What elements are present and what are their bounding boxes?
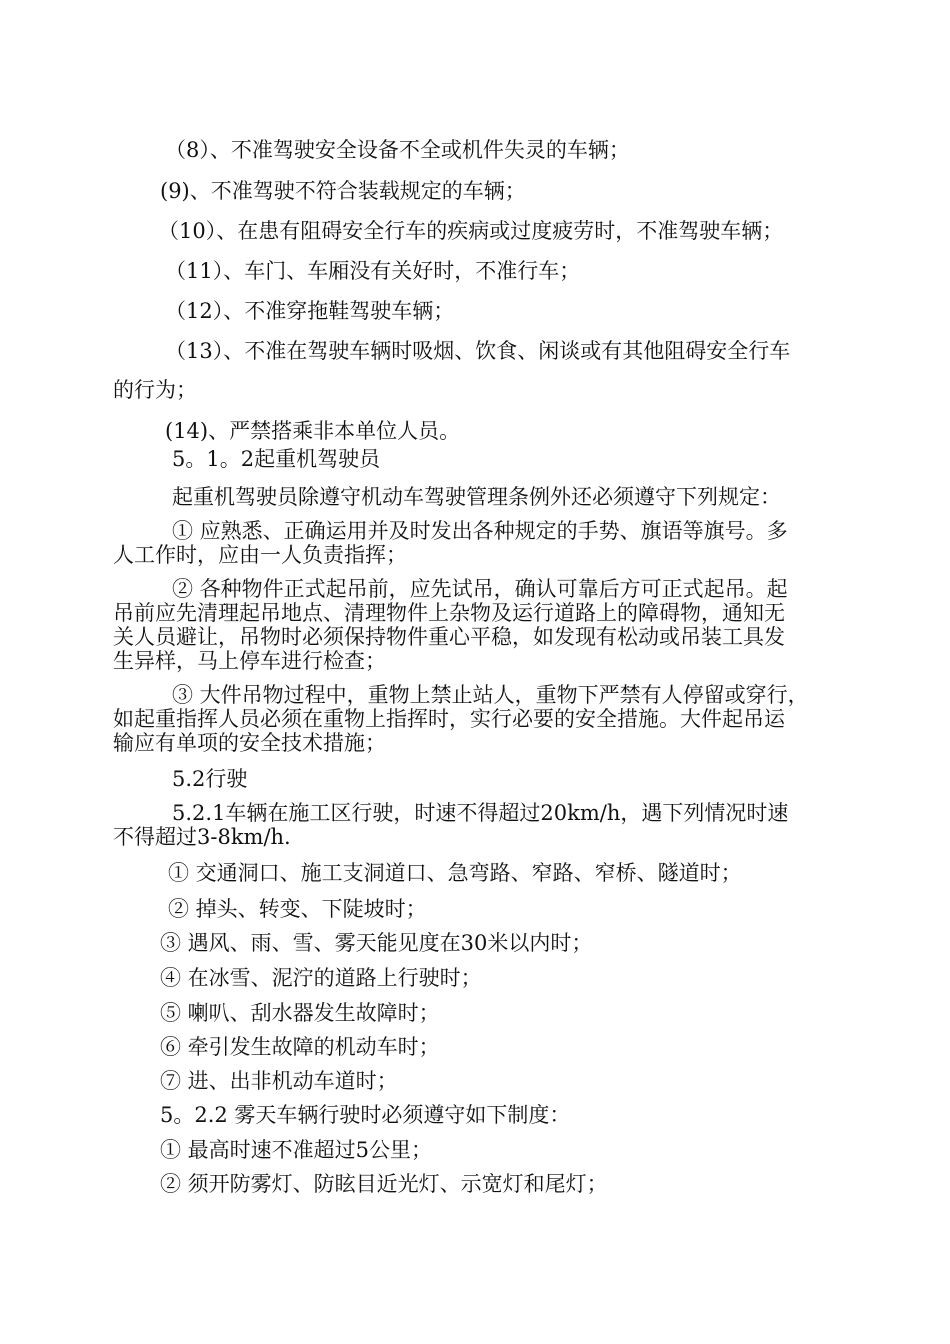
text-line: 输应有单项的安全技术措施； [113,731,386,755]
text-line: 人工作时，应由一人负责指挥； [113,543,407,567]
text-line: ④ 在冰雪、泥泞的道路上行驶时； [160,966,482,990]
text-line: （11）、车门、车厢没有关好时，不准行车； [165,259,581,283]
text-line: ⑥ 牵引发生故障的机动车时； [160,1035,440,1059]
text-line: ③ 大件吊物过程中，重物上禁止站人，重物下严禁有人停留或穿行， [172,683,809,707]
section-heading: 5.2行驶 [172,767,248,791]
text-line: ⑦ 进、出非机动车道时； [160,1069,398,1093]
text-line: 生异样，马上停车进行检查； [113,649,386,673]
text-line: 5.2.1车辆在施工区行驶，时速不得超过20km/h，遇下列情况时速 [172,801,789,825]
text-line: ⑤ 喇叭、刮水器发生故障时； [160,1001,440,1025]
text-line: （8）、不准驾驶安全设备不全或机件失灵的车辆； [165,138,630,162]
text-line: ① 应熟悉、正确运用并及时发出各种规定的手势、旗语等旗号。多 [172,519,788,543]
text-line: 不得超过3-8km/h. [113,825,291,849]
text-line: 关人员避让，吊物时必须保持物件重心平稳，如发现有松动或吊装工具发 [113,625,785,649]
text-line: （13）、不准在驾驶车辆时吸烟、饮食、闲谈或有其他阻碍安全行车 [165,339,791,363]
text-line: ② 各种物件正式起吊前，应先试吊，确认可靠后方可正式起吊。起 [172,577,788,601]
text-line: 吊前应先清理起吊地点、清理物件上杂物及运行道路上的障碍物，通知无 [113,601,785,625]
text-line: ① 交通洞口、施工支洞道口、急弯路、窄路、窄桥、隧道时； [168,861,742,885]
text-line: ② 掉头、转变、下陡坡时； [168,897,427,921]
text-line: (14)、严禁搭乘非本单位人员。 [165,419,461,443]
text-line: （12）、不准穿拖鞋驾驶车辆； [165,299,455,323]
section-heading: 5。2.2 雾天车辆行驶时必须遵守如下制度： [160,1103,571,1127]
text-line: ② 须开防雾灯、防眩目近光灯、示宽灯和尾灯； [160,1172,608,1196]
text-line: 如起重指挥人员必须在重物上指挥时，实行必要的安全措施。大件起吊运 [113,707,785,731]
section-heading: 5。1。2起重机驾驶员 [172,447,381,471]
text-line: (9)、不准驾驶不符合装载规定的车辆； [160,179,526,203]
text-line: 的行为； [113,378,197,402]
text-line: 起重机驾驶员除遵守机动车驾驶管理条例外还必须遵守下列规定： [172,485,781,509]
text-line: ③ 遇风、雨、雪、雾天能见度在30米以内时； [160,931,593,955]
text-line: （10）、在患有阻碍安全行车的疾病或过度疲劳时，不准驾驶车辆； [158,219,784,243]
text-line: ① 最高时速不准超过5公里； [160,1138,433,1162]
